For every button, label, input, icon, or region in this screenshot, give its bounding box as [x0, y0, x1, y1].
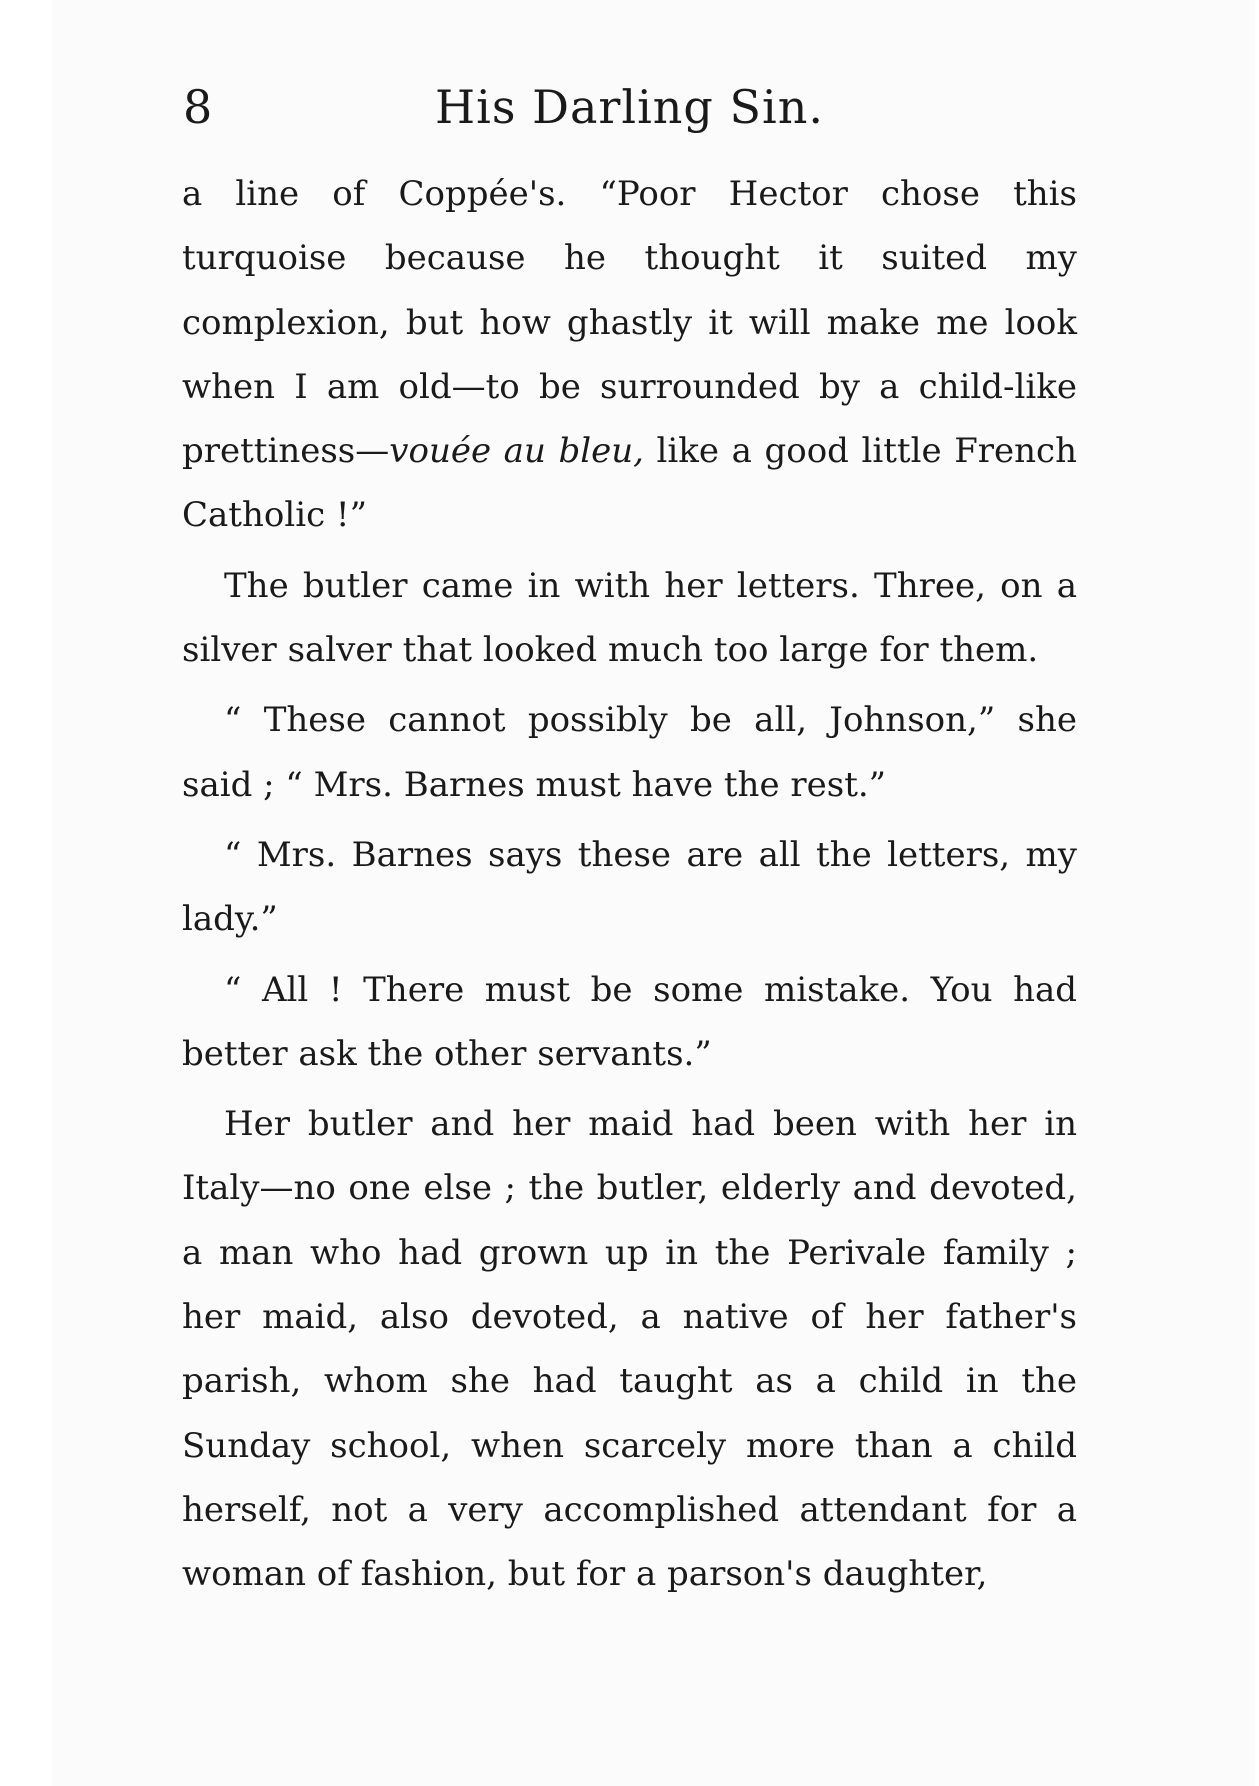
paragraph-6: Her butler and her maid had been with her in Italy—no one else ; the butler, elderly and devoted, a man who had grown up in the Perivale family ; her maid, also devoted, a native of her father's parish, whom she had taught as a child in the Sunday school, when scarcely more than a child herself, not a very accomplished attendant for a woman of fashion, but for a parson's daughter,	[182, 1104, 1077, 1595]
paragraph-4: “ Mrs. Barnes says these are all the letters, my lady.”	[182, 834, 1077, 940]
paragraph-2: The butler came in with her letters. Three, on a silver salver that looked much too large for them.	[182, 565, 1077, 671]
paragraph-1	[182, 162, 1077, 548]
running-title: His Darling Sin.	[435, 80, 824, 134]
paragraph-1-text: a line of Coppée's. “Poor Hector chose this turquoise because he thought it suited my complexion, but how ghastly it will make me look when I am old—to be surrounded by a child-like prettiness—	[182, 174, 1077, 472]
paragraph-1-end: like a good little French Catholic !”	[182, 431, 1077, 536]
body-text	[182, 162, 1077, 1607]
page-header	[0, 72, 1259, 142]
paragraph-5: “ All ! There must be some mistake. You had better ask the other servants.”	[182, 969, 1077, 1074]
paragraph-3: “ These cannot possibly be all, Johnson,” she said ; “ Mrs. Barnes must have the rest.”	[182, 700, 1077, 805]
italic-phrase: vouée au bleu,	[389, 431, 644, 472]
page-number: 8	[183, 80, 213, 134]
